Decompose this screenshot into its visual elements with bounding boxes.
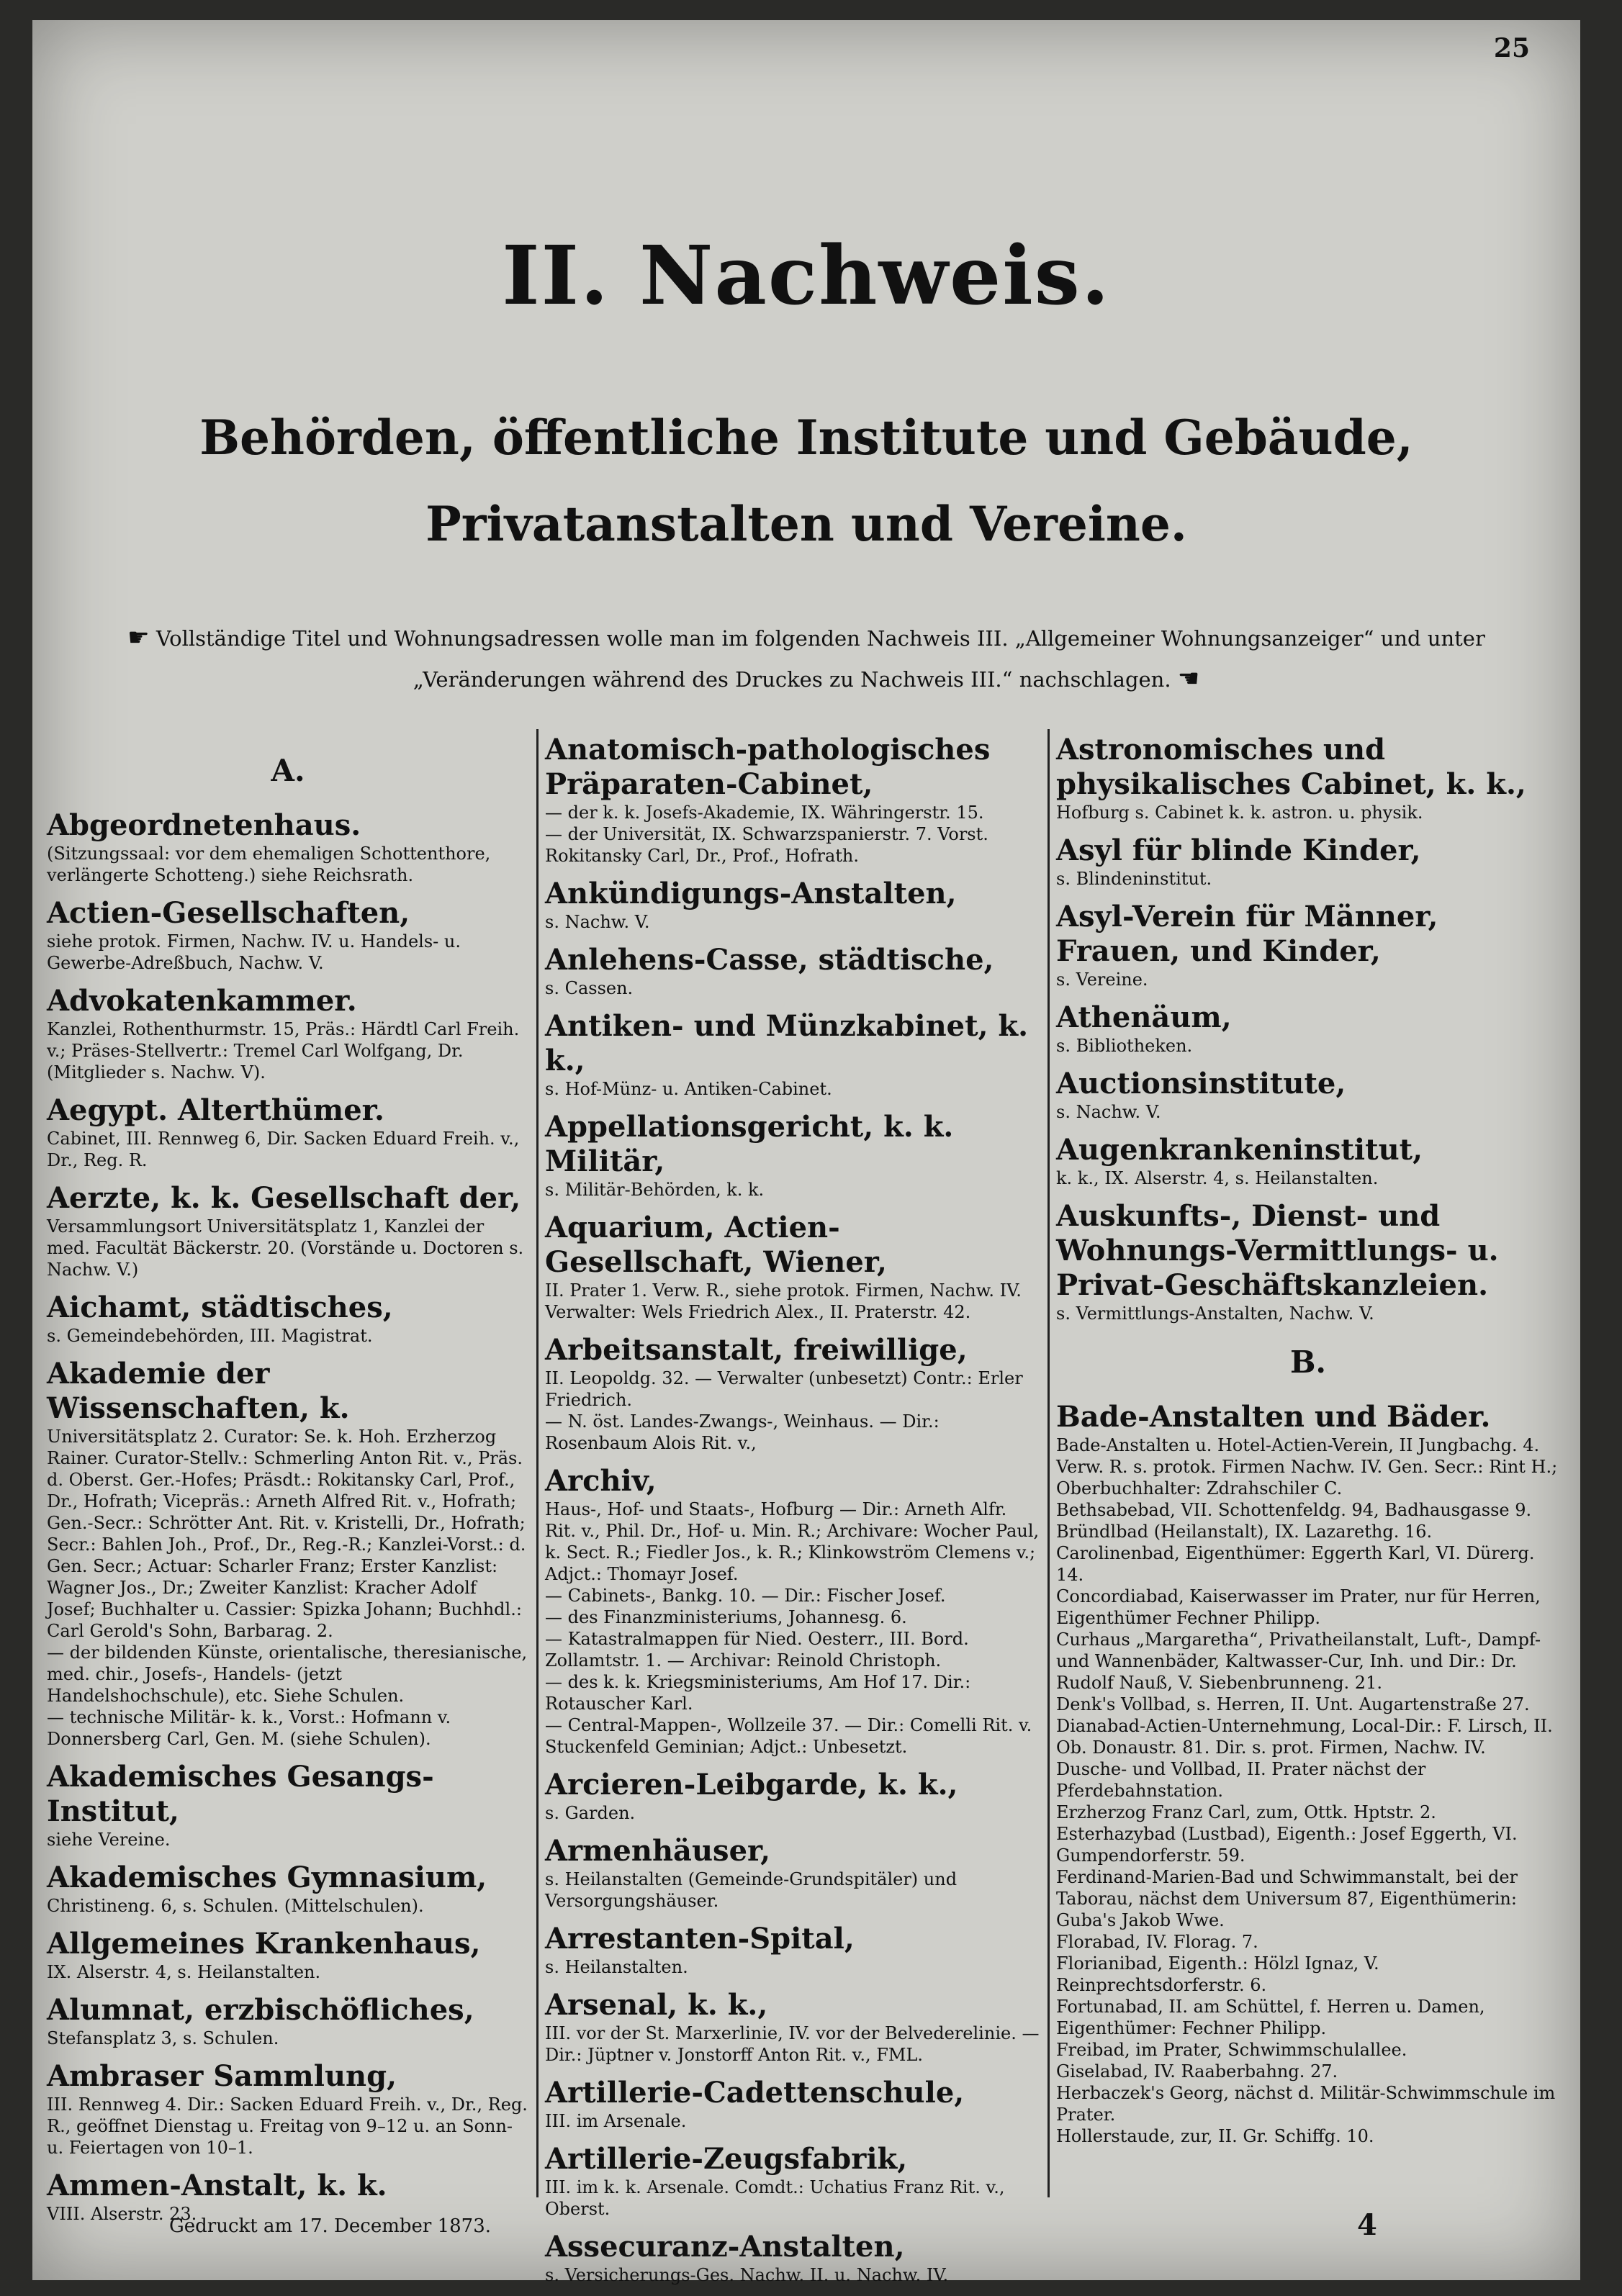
directory-entry — [1056, 1067, 1560, 1123]
entry-body: III. im k. k. Arsenale. Comdt.: Uchatius Franz Rit. v., Oberst. — [545, 2177, 1005, 2219]
entry-body: Stefansplatz 3, s. Schulen. — [47, 2028, 279, 2048]
directory-entry — [1056, 833, 1560, 890]
directory-entry — [47, 1291, 529, 1347]
page-subtitle: Behörden, öffentliche Institute und Gebäude, Privatanstalten und Vereine. — [199, 410, 1413, 552]
entry-subitem: — der k. k. Josefs-Akademie, IX. Währingerstr. 15. — [545, 803, 984, 823]
entry-heading: Aquarium, Actien-Gesellschaft, Wiener, — [545, 1211, 887, 1279]
entry-body: II. Prater 1. Verw. R., siehe protok. Firmen, Nachw. IV. Verwalter: Wels Friedrich Alex., II. Praterstr. 42. — [545, 1280, 1022, 1322]
entry-body: s. Militär-Behörden, k. k. — [545, 1180, 765, 1200]
entry-subitem: — Katastralmappen für Nied. Oesterr., III. Bord. Zollamtstr. 1. — Archivar: Reinold Christoph. — [545, 1629, 969, 1671]
entry-heading: Aerzte, k. k. Gesellschaft der, — [47, 1181, 521, 1215]
directory-entry — [545, 877, 1042, 933]
directory-entry — [545, 1988, 1042, 2066]
directory-entry — [1056, 1400, 1560, 2147]
pointing-hand-icon: ☛ — [127, 623, 150, 652]
entry-body: Kanzlei, Rothenthurmstr. 15, Präs.: Härdtl Carl Freih. v.; Präses-Stellvertr.: Tremel Carl Wolfgang, Dr. (Mitglieder s. Nachw. V). — [47, 1019, 520, 1083]
directory-entry — [47, 896, 529, 974]
entry-body: k. k., IX. Alserstr. 4, s. Heilanstalten. — [1056, 1168, 1379, 1188]
entry-heading: Abgeordnetenhaus. — [47, 808, 361, 842]
directory-entry — [47, 1927, 529, 1983]
directory-entry — [545, 1768, 1042, 1824]
entry-body: Universitätsplatz 2. Curator: Se. k. Hoh. Erzherzog Rainer. Curator-Stellv.: Schmerling Anton Rit. v., Präs. d. Oberst. Ger.-Hofes; Präsdt.: Rokitansky Carl, Prof., Dr., Hofrath; Vicepräs.: Arneth Alfred Rit. v., Hofrath; Gen.-Secr.: Schrötter Ant. Rit. v. Kristelli, Dr., Hofrath; Secr.: Bahlen Joh., Prof., Dr., Reg.-R.; Kanzlei-Vorst.: d. Gen. Secr.; Actuar: Scharler Franz; Erster Kanzlist: Wagner Jos., Dr.; Zweiter Kanzlist: Kracher Adolf Josef; Buchhalter u. Cassier: Spizka Johann; Buchhdl.: Carl Gerold's Sohn, Barbarag. 2. — [47, 1427, 526, 1641]
entry-body: s. Garden. — [545, 1803, 636, 1823]
entry-subitem: — des k. k. Kriegsministeriums, Am Hof 17. Dir.: Rotauscher Karl. — [545, 1672, 971, 1714]
page-title: II. Nachweis. — [502, 229, 1111, 323]
entry-heading: Assecuranz-Anstalten, — [545, 2230, 905, 2264]
entry-heading: Arcieren-Leibgarde, k. k., — [545, 1768, 958, 1802]
directory-column-2 — [545, 733, 1042, 2285]
directory-entry — [47, 1993, 529, 2049]
entry-body: Cabinet, III. Rennweg 6, Dir. Sacken Eduard Freih. v., Dr., Reg. R. — [47, 1129, 520, 1170]
entry-body: s. Vereine. — [1056, 970, 1148, 990]
entry-subitem: Giselabad, IV. Raaberbahng. 27. — [1056, 2061, 1338, 2082]
entry-body: s. Versicherungs-Ges. Nachw. II. u. Nachw. IV. — [545, 2265, 949, 2285]
entry-subitem: — Cabinets-, Bankg. 10. — Dir.: Fischer Josef. — [545, 1586, 946, 1606]
entry-body: s. Gemeindebehörden, III. Magistrat. — [47, 1326, 373, 1346]
entry-heading: Antiken- und Münzkabinet, k. k., — [545, 1009, 1029, 1077]
directory-entry — [545, 1834, 1042, 1912]
directory-entry — [47, 1760, 529, 1850]
section-letter: A. — [271, 753, 305, 788]
entry-heading: Aegypt. Alterthümer. — [47, 1093, 384, 1127]
reference-note — [76, 618, 1537, 700]
entry-subitem: Esterhazybad (Lustbad), Eigenth.: Josef Eggerth, VI. Gumpendorferstr. 59. — [1056, 1824, 1518, 1866]
entry-body: siehe Vereine. — [47, 1830, 171, 1850]
entry-body: Haus-, Hof- und Staats-, Hofburg — Dir.: Arneth Alfr. Rit. v., Phil. Dr., Hof- u. Min. R.; Archivare: Wocher Paul, k. Sect. R.; Fiedler Jos., k. R.; Klinkowström Clemens v.; Adjct.: Thomayr Josef. — [545, 1499, 1040, 1584]
entry-body: siehe protok. Firmen, Nachw. IV. u. Handels- u. Gewerbe-Adreßbuch, Nachw. V. — [47, 931, 461, 973]
entry-heading: Artillerie-Zeugsfabrik, — [545, 2142, 908, 2176]
entry-subitem: Dianabad-Actien-Unternehmung, Local-Dir.: F. Lirsch, II. Ob. Donaustr. 81. Dir. s. prot. Firmen, Nachw. IV. — [1056, 1716, 1553, 1758]
section-letter: B. — [1289, 1344, 1327, 1380]
entry-subitem: — Central-Mappen-, Wollzeile 37. — Dir.: Comelli Rit. v. Stuckenfeld Geminian; Adjct.: Unbesetzt. — [545, 1715, 1032, 1757]
entry-heading: Appellationsgericht, k. k. Militär, — [545, 1110, 954, 1178]
directory-entry — [47, 1181, 529, 1280]
reference-note-text: Vollständige Titel und Wohnungsadressen wolle man im folgenden Nachweis III. „Allgemeiner Wohnungsanzeiger“ und unter „Veränderungen während des Druckes zu Nachweis III.“ nachschlagen. — [156, 626, 1485, 692]
entry-heading: Akademie der Wissenschaften, k. — [47, 1357, 350, 1425]
column-divider — [1047, 729, 1050, 2197]
directory-entry — [1056, 733, 1560, 823]
directory-entry — [545, 943, 1042, 999]
entry-body: s. Cassen. — [545, 978, 634, 998]
entry-subitem: Carolinenbad, Eigenthümer: Eggerth Karl, VI. Dürerg. 14. — [1056, 1543, 1535, 1585]
entry-heading: Arrestanten-Spital, — [545, 1922, 855, 1956]
entry-heading: Aichamt, städtisches, — [47, 1291, 393, 1324]
entry-heading: Auctionsinstitute, — [1056, 1067, 1346, 1100]
entry-subitem: Curhaus „Margaretha“, Privatheilanstalt, Luft-, Dampf- und Wannenbäder, Kaltwasser-Cur, Inh. und Dir.: Dr. Rudolf Nauß, V. Siebenbrunneng. 21. — [1056, 1630, 1541, 1693]
entry-heading: Bade-Anstalten und Bäder. — [1056, 1400, 1491, 1434]
directory-entry — [545, 733, 1042, 867]
entry-subitem: — der bildenden Künste, orientalische, theresianische, med. chir., Josefs-, Handels- (jetzt Handelshochschule), etc. Siehe Schulen. — [47, 1642, 528, 1706]
directory-entry — [545, 1333, 1042, 1454]
entry-subitem: — der Universität, IX. Schwarzspanierstr. 7. Vorst. Rokitansky Carl, Dr., Prof., Hofrath. — [545, 824, 988, 866]
entry-heading: Advokatenkammer. — [47, 984, 357, 1018]
entry-heading: Athenäum, — [1056, 1000, 1232, 1034]
directory-entry — [1056, 1000, 1560, 1057]
entry-heading: Asyl für blinde Kinder, — [1056, 833, 1421, 867]
entry-heading: Astronomisches und physikalisches Cabinet, k. k., — [1056, 733, 1526, 801]
directory-entry — [545, 2142, 1042, 2220]
entry-body: III. im Arsenale. — [545, 2111, 687, 2131]
entry-body: VIII. Alserstr. 23. — [47, 2204, 197, 2224]
entry-subitem: Bründlbad (Heilanstalt), IX. Lazarethg. 16. — [1056, 1522, 1433, 1542]
entry-subitem: Concordiabad, Kaiserwasser im Prater, nur für Herren, Eigenthümer Fechner Philipp. — [1056, 1586, 1541, 1628]
entry-subitem: Herbaczek's Georg, nächst d. Militär-Schwimmschule im Prater. — [1056, 2083, 1556, 2125]
entry-subitem: Fortunabad, II. am Schüttel, f. Herren u. Damen, Eigenthümer: Fechner Philipp. — [1056, 1997, 1485, 2038]
entry-heading: Akademisches Gesangs-Institut, — [47, 1760, 434, 1828]
entry-body: s. Bibliotheken. — [1056, 1036, 1193, 1056]
entry-heading: Anatomisch-pathologisches Präparaten-Cabinet, — [545, 733, 991, 801]
entry-body: Versammlungsort Universitätsplatz 1, Kanzlei der med. Facultät Bäckerstr. 20. (Vorstände u. Doctoren s. Nachw. V.) — [47, 1216, 524, 1280]
entry-heading: Allgemeines Krankenhaus, — [47, 1927, 481, 1961]
entry-heading: Ankündigungs-Anstalten, — [545, 877, 957, 910]
entry-subitem: Dusche- und Vollbad, II. Prater nächst der Pferdebahnstation. — [1056, 1759, 1426, 1801]
entry-body: s. Heilanstalten (Gemeinde-Grundspitäler) und Versorgungshäuser. — [545, 1869, 958, 1911]
entry-heading: Actien-Gesellschaften, — [47, 896, 410, 930]
directory-entry — [545, 1009, 1042, 1100]
entry-body: Christineng. 6, s. Schulen. (Mittelschulen). — [47, 1896, 424, 1916]
entry-subitem: Denk's Vollbad, s. Herren, II. Unt. Augartenstraße 27. — [1056, 1694, 1530, 1714]
directory-column-1 — [47, 733, 529, 2224]
entry-heading: Ambraser Sammlung, — [47, 2059, 397, 2093]
directory-entry — [47, 1093, 529, 1171]
entry-body: s. Blindeninstitut. — [1056, 869, 1212, 889]
entry-body: s. Hof-Münz- u. Antiken-Cabinet. — [545, 1079, 832, 1099]
entry-body: III. Rennweg 4. Dir.: Sacken Eduard Freih. v., Dr., Reg. R., geöffnet Dienstag u. Freitag von 9–12 u. an Sonn- u. Feiertagen von 10–1. — [47, 2094, 528, 2158]
entry-subitem: Erzherzog Franz Carl, zum, Ottk. Hptstr. 2. — [1056, 1802, 1436, 1822]
directory-entry — [47, 2059, 529, 2159]
entry-subitem: — technische Militär- k. k., Vorst.: Hofmann v. Donnersberg Carl, Gen. M. (siehe Schulen). — [47, 1707, 451, 1749]
entry-subitem: Ferdinand-Marien-Bad und Schwimmanstalt, bei der Taborau, nächst dem Universum 87, Eigenthümerin: Guba's Jakob Wwe. — [1056, 1867, 1518, 1930]
entry-body: s. Nachw. V. — [545, 912, 650, 932]
directory-entry — [47, 984, 529, 1083]
directory-entry — [545, 1464, 1042, 1758]
directory-entry — [545, 1922, 1042, 1978]
entry-body: (Sitzungssaal: vor dem ehemaligen Schottenthore, verlängerte Schotteng.) siehe Reichsrath. — [47, 844, 491, 885]
directory-entry — [545, 1211, 1042, 1323]
directory-entry — [1056, 1133, 1560, 1189]
print-date: Gedruckt am 17. December 1873. — [169, 2215, 492, 2237]
entry-subitem: Hollerstaude, zur, II. Gr. Schiffg. 10. — [1056, 2126, 1374, 2146]
entry-subitem: Florianibad, Eigenth.: Hölzl Ignaz, V. Reinprechtsdorferstr. 6. — [1056, 1953, 1379, 1995]
entry-subitem: Florabad, IV. Florag. 7. — [1056, 1932, 1258, 1952]
entry-subitem: Bade-Anstalten u. Hotel-Actien-Verein, II Jungbachg. 4. Verw. R. s. protok. Firmen Nachw. IV. Gen. Secr.: Rint H.; Oberbuchhalter: Zdrahschiler C. — [1056, 1435, 1558, 1499]
column-divider — [536, 729, 539, 2197]
entry-heading: Artillerie-Cadettenschule, — [545, 2076, 965, 2110]
directory-column-3 — [1056, 733, 1560, 2172]
entry-subitem: Bethsabebad, VII. Schottenfeldg. 94, Badhausgasse 9. — [1056, 1500, 1532, 1520]
directory-entry — [545, 2230, 1042, 2286]
entry-heading: Asyl-Verein für Männer, Frauen, und Kinder, — [1056, 900, 1438, 968]
entry-heading: Akademisches Gymnasium, — [47, 1861, 487, 1894]
page-number: 25 — [1493, 33, 1530, 63]
entry-body: IX. Alserstr. 4, s. Heilanstalten. — [47, 1962, 321, 1982]
directory-entry — [545, 2076, 1042, 2132]
directory-entry — [47, 808, 529, 886]
entry-heading: Armenhäuser, — [545, 1834, 771, 1868]
entry-heading: Ammen-Anstalt, k. k. — [47, 2169, 387, 2202]
document-page — [32, 20, 1580, 2285]
directory-entry — [47, 1357, 529, 1750]
entry-body: s. Vermittlungs-Anstalten, Nachw. V. — [1056, 1303, 1374, 1324]
entry-body: Hofburg s. Cabinet k. k. astron. u. physik. — [1056, 803, 1423, 823]
entry-body: s. Heilanstalten. — [545, 1957, 688, 1977]
entry-subitem: — N. öst. Landes-Zwangs-, Weinhaus. — Dir.: Rosenbaum Alois Rit. v., — [545, 1411, 940, 1453]
directory-entry — [1056, 900, 1560, 990]
entry-heading: Archiv, — [545, 1464, 657, 1498]
entry-body: III. vor der St. Marxerlinie, IV. vor der Belvederelinie. — Dir.: Jüptner v. Jonstorff Anton Rit. v., FML. — [545, 2023, 1040, 2065]
signature-mark: 4 — [1357, 2208, 1377, 2242]
entry-heading: Alumnat, erzbischöfliches, — [47, 1993, 474, 2027]
pointing-hand-icon: ☚ — [1177, 664, 1200, 693]
entry-subitem: — des Finanzministeriums, Johannesg. 6. — [545, 1607, 907, 1627]
entry-body: s. Nachw. V. — [1056, 1102, 1161, 1122]
entry-heading: Arbeitsanstalt, freiwillige, — [545, 1333, 968, 1367]
entry-heading: Anlehens-Casse, städtische, — [545, 943, 994, 977]
entry-heading: Arsenal, k. k., — [545, 1988, 768, 2022]
directory-entry — [1056, 1199, 1560, 1324]
entry-heading: Auskunfts-, Dienst- und Wohnungs-Vermittlungs- u. Privat-Geschäftskanzleien. — [1056, 1199, 1499, 1302]
entry-body: II. Leopoldg. 32. — Verwalter (unbesetzt) Contr.: Erler Friedrich. — [545, 1368, 1023, 1410]
directory-entry — [545, 1110, 1042, 1201]
directory-entry — [47, 1861, 529, 1917]
entry-subitem: Freibad, im Prater, Schwimmschulallee. — [1056, 2040, 1407, 2060]
entry-heading: Augenkrankeninstitut, — [1056, 1133, 1423, 1167]
